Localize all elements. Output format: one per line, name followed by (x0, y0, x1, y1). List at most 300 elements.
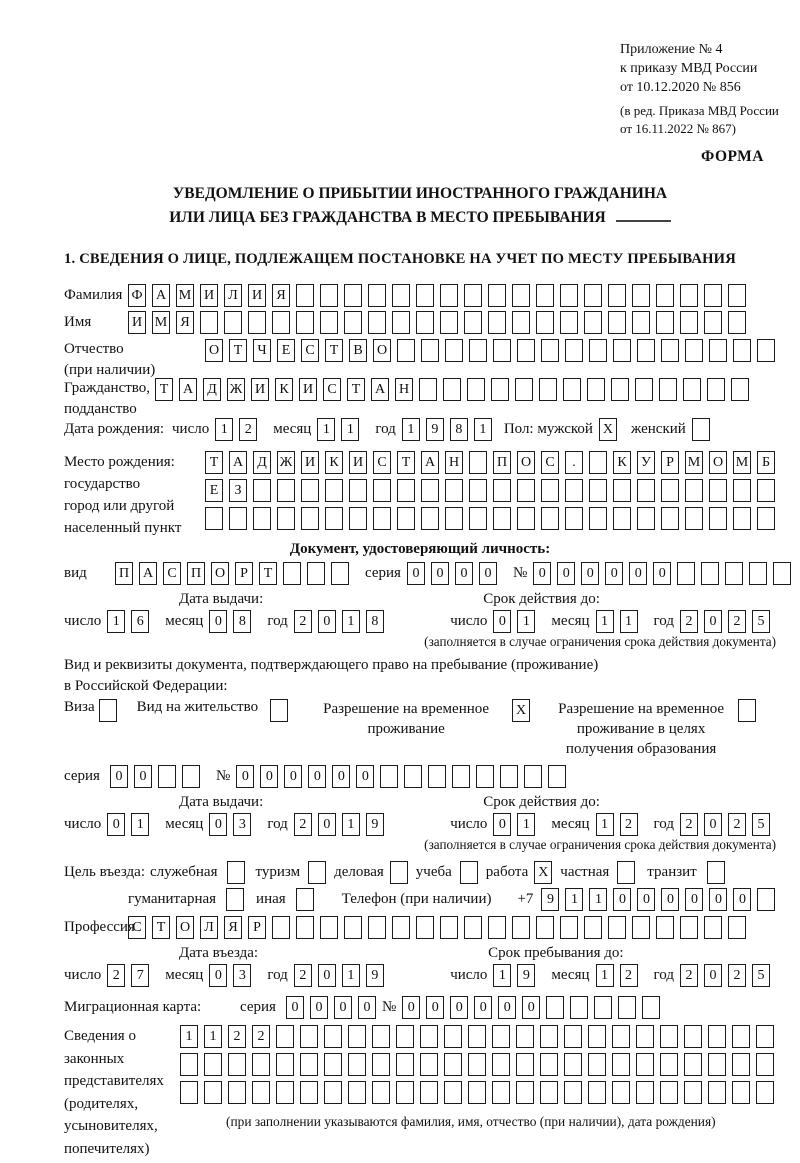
cell[interactable] (540, 1053, 558, 1076)
cell[interactable]: С (163, 562, 181, 585)
cell[interactable]: 2 (728, 610, 746, 633)
cell[interactable]: С (128, 916, 146, 939)
cell[interactable] (277, 507, 295, 530)
cell[interactable]: 0 (209, 964, 227, 987)
entry-day-cells[interactable] (107, 964, 155, 987)
cell[interactable] (468, 1025, 486, 1048)
cell[interactable] (708, 1025, 726, 1048)
cell[interactable]: Р (235, 562, 253, 585)
purpose-tourism-checkbox[interactable] (308, 861, 332, 884)
cell[interactable]: К (275, 378, 293, 401)
cell[interactable]: 1 (517, 813, 535, 836)
cell[interactable] (613, 339, 631, 362)
cell[interactable] (660, 1081, 678, 1104)
cell[interactable] (158, 765, 176, 788)
cell[interactable] (469, 507, 487, 530)
cell[interactable]: 0 (450, 996, 468, 1019)
cell[interactable] (348, 1025, 366, 1048)
cell[interactable]: 0 (318, 610, 336, 633)
purpose-humanitarian-checkbox[interactable] (226, 888, 250, 911)
cell[interactable]: 0 (284, 765, 302, 788)
cell[interactable] (488, 916, 506, 939)
cell[interactable]: 0 (493, 813, 511, 836)
cell[interactable] (584, 284, 602, 307)
birth-month-cells[interactable] (317, 418, 365, 441)
identity-valid-year-cells[interactable] (680, 610, 776, 633)
cell[interactable] (560, 284, 578, 307)
cell[interactable] (757, 888, 775, 911)
cell[interactable] (99, 699, 117, 722)
cell[interactable]: 2 (239, 418, 257, 441)
cell[interactable] (685, 339, 703, 362)
cell[interactable] (516, 1081, 534, 1104)
cell[interactable] (368, 916, 386, 939)
cell[interactable] (584, 916, 602, 939)
cell[interactable]: 0 (107, 813, 125, 836)
cell[interactable]: 3 (233, 964, 251, 987)
cell[interactable]: 1 (517, 610, 535, 633)
cell[interactable] (661, 507, 679, 530)
cell[interactable] (589, 479, 607, 502)
cell[interactable]: Т (325, 339, 343, 362)
cell[interactable]: 1 (342, 610, 360, 633)
cell[interactable] (396, 1025, 414, 1048)
cell[interactable]: 1 (565, 888, 583, 911)
cell[interactable]: 0 (661, 888, 679, 911)
cell[interactable] (500, 765, 518, 788)
cell[interactable] (677, 562, 695, 585)
cell[interactable]: 7 (131, 964, 149, 987)
cell[interactable]: 0 (286, 996, 304, 1019)
cell[interactable] (445, 507, 463, 530)
purpose-business-checkbox[interactable] (390, 861, 414, 884)
cell[interactable] (476, 765, 494, 788)
cell[interactable] (277, 479, 295, 502)
cell[interactable] (373, 479, 391, 502)
representatives-cells-row-2[interactable] (180, 1053, 780, 1076)
cell[interactable] (460, 861, 478, 884)
cell[interactable] (565, 479, 583, 502)
cell[interactable] (469, 451, 487, 474)
cell[interactable]: 1 (596, 964, 614, 987)
cell[interactable]: Ф (128, 284, 146, 307)
cell[interactable]: 0 (209, 813, 227, 836)
cell[interactable] (541, 507, 559, 530)
cell[interactable]: 1 (596, 610, 614, 633)
cell[interactable] (541, 479, 559, 502)
cell[interactable] (517, 479, 535, 502)
cell[interactable]: 2 (728, 964, 746, 987)
cell[interactable]: 0 (134, 765, 152, 788)
cell[interactable]: 0 (402, 996, 420, 1019)
cell[interactable]: 1 (342, 813, 360, 836)
cell[interactable]: А (152, 284, 170, 307)
cell[interactable]: 0 (209, 610, 227, 633)
cell[interactable] (732, 1025, 750, 1048)
cell[interactable] (200, 311, 218, 334)
cell[interactable] (464, 311, 482, 334)
cell[interactable]: 0 (704, 813, 722, 836)
cell[interactable] (757, 507, 775, 530)
cell[interactable] (708, 1081, 726, 1104)
cell[interactable]: С (541, 451, 559, 474)
cell[interactable]: Я (176, 311, 194, 334)
cell[interactable] (253, 507, 271, 530)
birth-day-cells[interactable] (215, 418, 263, 441)
cell[interactable]: 0 (431, 562, 449, 585)
cell[interactable] (392, 284, 410, 307)
residence-issue-year-cells[interactable] (294, 813, 390, 836)
cell[interactable]: 2 (294, 813, 312, 836)
cell[interactable] (709, 507, 727, 530)
cell[interactable] (444, 1053, 462, 1076)
cell[interactable] (536, 916, 554, 939)
cell[interactable] (587, 378, 605, 401)
cell[interactable]: 2 (620, 813, 638, 836)
cell[interactable]: 0 (493, 610, 511, 633)
cell[interactable]: 0 (318, 964, 336, 987)
cell[interactable]: А (179, 378, 197, 401)
cell[interactable] (421, 479, 439, 502)
cell[interactable] (512, 284, 530, 307)
cell[interactable] (324, 1025, 342, 1048)
cell[interactable]: 1 (596, 813, 614, 836)
cell[interactable] (272, 916, 290, 939)
cell[interactable]: А (229, 451, 247, 474)
cell[interactable]: 9 (366, 964, 384, 987)
cell[interactable] (584, 311, 602, 334)
cell[interactable]: 0 (356, 765, 374, 788)
cell[interactable] (656, 311, 674, 334)
cell[interactable] (517, 507, 535, 530)
cell[interactable]: 3 (233, 813, 251, 836)
cell[interactable] (416, 311, 434, 334)
cell[interactable] (704, 311, 722, 334)
cell[interactable]: 0 (498, 996, 516, 1019)
cell[interactable] (349, 479, 367, 502)
cell[interactable] (588, 1081, 606, 1104)
cell[interactable] (467, 378, 485, 401)
cell[interactable]: 1 (180, 1025, 198, 1048)
stay-month-cells[interactable] (596, 964, 644, 987)
cell[interactable]: Ж (227, 378, 245, 401)
cell[interactable]: 2 (680, 964, 698, 987)
cell[interactable] (325, 507, 343, 530)
cell[interactable] (492, 1025, 510, 1048)
cell[interactable] (373, 507, 391, 530)
purpose-private-checkbox[interactable] (617, 861, 641, 884)
cell[interactable]: 0 (581, 562, 599, 585)
cell[interactable]: И (349, 451, 367, 474)
cell[interactable] (420, 1025, 438, 1048)
cell[interactable] (540, 1025, 558, 1048)
cell[interactable]: А (371, 378, 389, 401)
cell[interactable]: 0 (613, 888, 631, 911)
cell[interactable] (301, 507, 319, 530)
cell[interactable]: 9 (517, 964, 535, 987)
identity-series-cells[interactable] (407, 562, 503, 585)
cell[interactable] (296, 284, 314, 307)
edu-permit-checkbox[interactable] (738, 699, 762, 722)
cell[interactable]: О (205, 339, 223, 362)
cell[interactable]: 0 (522, 996, 540, 1019)
cell[interactable] (421, 507, 439, 530)
cell[interactable] (536, 311, 554, 334)
cell[interactable]: М (176, 284, 194, 307)
cell[interactable]: 1 (215, 418, 233, 441)
cell[interactable] (420, 1053, 438, 1076)
cell[interactable]: 0 (605, 562, 623, 585)
cell[interactable]: И (200, 284, 218, 307)
birthplace-cells-row-2[interactable] (205, 479, 781, 502)
cell[interactable] (608, 284, 626, 307)
representatives-cells-row-1[interactable] (180, 1025, 780, 1048)
residence-number-cells[interactable] (236, 765, 572, 788)
cell[interactable] (348, 1081, 366, 1104)
cell[interactable] (444, 1081, 462, 1104)
cell[interactable] (637, 479, 655, 502)
cell[interactable]: А (421, 451, 439, 474)
cell[interactable] (733, 339, 751, 362)
cell[interactable] (252, 1081, 270, 1104)
cell[interactable] (512, 916, 530, 939)
cell[interactable] (392, 916, 410, 939)
cell[interactable] (613, 507, 631, 530)
cell[interactable]: Ч (253, 339, 271, 362)
cell[interactable] (276, 1025, 294, 1048)
cell[interactable] (732, 1081, 750, 1104)
cell[interactable]: 2 (294, 964, 312, 987)
cell[interactable]: С (323, 378, 341, 401)
cell[interactable] (392, 311, 410, 334)
cell[interactable]: 1 (620, 610, 638, 633)
cell[interactable] (632, 916, 650, 939)
cell[interactable] (397, 479, 415, 502)
sex-male-checkbox[interactable] (599, 418, 623, 441)
cell[interactable]: М (685, 451, 703, 474)
cell[interactable]: 8 (233, 610, 251, 633)
cell[interactable] (660, 1025, 678, 1048)
cell[interactable]: 0 (704, 964, 722, 987)
cell[interactable]: Я (272, 284, 290, 307)
cell[interactable] (488, 284, 506, 307)
cell[interactable] (493, 339, 511, 362)
cell[interactable] (660, 1053, 678, 1076)
cell[interactable]: 0 (733, 888, 751, 911)
profession-cells[interactable] (128, 916, 752, 939)
identity-kind-cells[interactable] (115, 562, 355, 585)
cell[interactable]: И (248, 284, 266, 307)
cell[interactable] (428, 765, 446, 788)
cell[interactable]: П (187, 562, 205, 585)
cell[interactable]: И (128, 311, 146, 334)
cell[interactable] (565, 339, 583, 362)
purpose-study-checkbox[interactable] (460, 861, 484, 884)
cell[interactable] (656, 284, 674, 307)
cell[interactable] (228, 1053, 246, 1076)
cell[interactable] (683, 378, 701, 401)
cell[interactable] (560, 311, 578, 334)
cell[interactable]: И (251, 378, 269, 401)
cell[interactable]: 0 (334, 996, 352, 1019)
cell[interactable] (617, 861, 635, 884)
stay-day-cells[interactable] (493, 964, 541, 987)
cell[interactable]: 2 (728, 813, 746, 836)
identity-issue-day-cells[interactable] (107, 610, 155, 633)
cell[interactable] (541, 339, 559, 362)
cell[interactable] (372, 1081, 390, 1104)
cell[interactable]: М (152, 311, 170, 334)
cell[interactable] (731, 378, 749, 401)
cell[interactable]: Я (224, 916, 242, 939)
cell[interactable]: О (211, 562, 229, 585)
cell[interactable] (704, 284, 722, 307)
cell[interactable] (308, 861, 326, 884)
purpose-work-checkbox[interactable] (534, 861, 558, 884)
cell[interactable] (445, 479, 463, 502)
cell[interactable] (564, 1025, 582, 1048)
cell[interactable] (276, 1081, 294, 1104)
cell[interactable]: О (176, 916, 194, 939)
stay-year-cells[interactable] (680, 964, 776, 987)
cell[interactable] (464, 916, 482, 939)
cell[interactable]: 9 (541, 888, 559, 911)
cell[interactable]: 0 (318, 813, 336, 836)
cell[interactable] (701, 562, 719, 585)
cell[interactable]: X (599, 418, 617, 441)
cell[interactable] (685, 507, 703, 530)
visa-checkbox[interactable] (99, 699, 123, 722)
cell[interactable] (637, 339, 655, 362)
cell[interactable]: Е (277, 339, 295, 362)
cell[interactable] (468, 1053, 486, 1076)
cell[interactable] (608, 916, 626, 939)
cell[interactable] (320, 311, 338, 334)
cell[interactable] (612, 1053, 630, 1076)
cell[interactable] (512, 311, 530, 334)
cell[interactable]: 0 (260, 765, 278, 788)
cell[interactable] (659, 378, 677, 401)
cell[interactable]: О (517, 451, 535, 474)
identity-valid-month-cells[interactable] (596, 610, 644, 633)
cell[interactable] (491, 378, 509, 401)
cell[interactable] (372, 1053, 390, 1076)
cell[interactable]: С (373, 451, 391, 474)
birth-year-cells[interactable] (402, 418, 498, 441)
cell[interactable] (709, 339, 727, 362)
cell[interactable] (464, 284, 482, 307)
cell[interactable]: 0 (308, 765, 326, 788)
cell[interactable] (692, 418, 710, 441)
cell[interactable] (540, 1081, 558, 1104)
cell[interactable]: О (709, 451, 727, 474)
cell[interactable] (515, 378, 533, 401)
cell[interactable] (636, 1081, 654, 1104)
cell[interactable] (539, 378, 557, 401)
cell[interactable] (421, 339, 439, 362)
cell[interactable] (618, 996, 636, 1019)
cell[interactable]: С (301, 339, 319, 362)
cell[interactable]: Т (205, 451, 223, 474)
cell[interactable]: 5 (752, 813, 770, 836)
cell[interactable]: П (115, 562, 133, 585)
cell[interactable]: 0 (533, 562, 551, 585)
cell[interactable] (324, 1081, 342, 1104)
temp-permit-checkbox[interactable] (512, 699, 536, 722)
cell[interactable] (224, 311, 242, 334)
cell[interactable] (564, 1081, 582, 1104)
cell[interactable]: 0 (358, 996, 376, 1019)
cell[interactable] (757, 479, 775, 502)
cell[interactable] (492, 1053, 510, 1076)
cell[interactable] (611, 378, 629, 401)
cell[interactable] (708, 1053, 726, 1076)
cell[interactable] (588, 1025, 606, 1048)
cell[interactable] (680, 284, 698, 307)
cell[interactable] (348, 1053, 366, 1076)
cell[interactable] (205, 507, 223, 530)
cell[interactable] (757, 339, 775, 362)
cell[interactable] (661, 339, 679, 362)
cell[interactable]: 0 (637, 888, 655, 911)
cell[interactable] (589, 507, 607, 530)
cell[interactable] (594, 996, 612, 1019)
cell[interactable] (390, 861, 408, 884)
cell[interactable] (492, 1081, 510, 1104)
cell[interactable]: 0 (332, 765, 350, 788)
cell[interactable] (469, 339, 487, 362)
sex-female-checkbox[interactable] (692, 418, 716, 441)
representatives-cells-row-3[interactable] (180, 1081, 780, 1104)
cell[interactable] (589, 451, 607, 474)
cell[interactable]: 1 (342, 964, 360, 987)
cell[interactable] (684, 1053, 702, 1076)
cell[interactable] (661, 479, 679, 502)
cell[interactable]: К (325, 451, 343, 474)
cell[interactable] (296, 916, 314, 939)
cell[interactable] (588, 1053, 606, 1076)
cell[interactable] (632, 311, 650, 334)
identity-number-cells[interactable] (533, 562, 797, 585)
cell[interactable] (684, 1025, 702, 1048)
entry-year-cells[interactable] (294, 964, 390, 987)
cell[interactable] (516, 1053, 534, 1076)
cell[interactable] (684, 1081, 702, 1104)
cell[interactable]: Т (229, 339, 247, 362)
cell[interactable]: 1 (341, 418, 359, 441)
cell[interactable] (368, 284, 386, 307)
birthplace-cells-row-1[interactable] (205, 451, 781, 474)
cell[interactable] (564, 1053, 582, 1076)
cell[interactable] (636, 1053, 654, 1076)
identity-issue-month-cells[interactable] (209, 610, 257, 633)
cell[interactable]: 0 (455, 562, 473, 585)
cell[interactable] (733, 479, 751, 502)
cell[interactable]: 1 (107, 610, 125, 633)
cell[interactable] (707, 861, 725, 884)
cell[interactable] (756, 1081, 774, 1104)
cell[interactable]: 2 (107, 964, 125, 987)
migration-number-cells[interactable] (402, 996, 666, 1019)
cell[interactable]: 9 (366, 813, 384, 836)
name-cells[interactable] (128, 311, 752, 334)
cell[interactable] (524, 765, 542, 788)
cell[interactable]: 1 (402, 418, 420, 441)
cell[interactable]: 9 (426, 418, 444, 441)
cell[interactable] (563, 378, 581, 401)
cell[interactable]: 0 (479, 562, 497, 585)
cell[interactable]: Н (395, 378, 413, 401)
